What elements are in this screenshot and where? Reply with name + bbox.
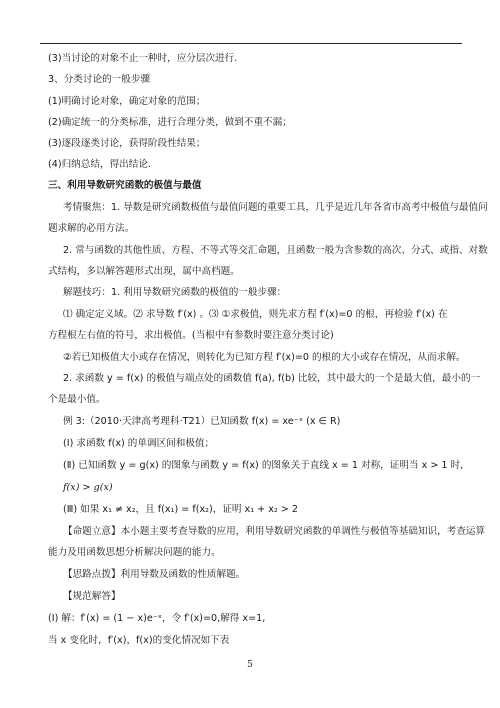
text-line: 【命题立意】本小题主要考查导数的应用，利用导数研究函数的单调性与极值等基础知识，考查运算	[63, 526, 486, 537]
text-line: 解题技巧：1. 利用导数研究函数的极值的一般步骤：	[63, 287, 287, 298]
text-line: (2)确定统一的分类标准，进行合理分类，做到不重不漏；	[48, 117, 292, 128]
text-line: (Ⅲ) 如果 x₁ ≠ x₂，且 f(x₁) = f(x₂)，证明 x₁ + x₂ > 2	[63, 504, 298, 515]
text-line: 能力及用函数思想分析解决问题的能力。	[48, 547, 221, 558]
text-line: (Ⅱ) 已知函数 y = g(x) 的图象与函数 y = f(x) 的图象关于直线 x = 1 对称，证明当 x > 1 时,	[63, 460, 464, 471]
text-line: 【思路点拨】利用导数及函数的性质解题。	[63, 569, 246, 580]
header-rule	[40, 43, 462, 44]
text-line: (Ⅰ) 求函数 f(x) 的单调区间和极值；	[63, 438, 215, 449]
section-heading: 三、利用导数研究函数的极值与最值	[48, 180, 202, 191]
text-line: 题求解的必用方法。	[48, 223, 135, 234]
text-line: 2. 求函数 y = f(x) 的极值与端点处的函数值 f(a), f(b) 比较，其中最大的一个是最大值，最小的一	[63, 373, 481, 384]
text-line: (1)明确讨论对象，确定对象的范围；	[48, 96, 206, 107]
text-line: ⑴ 确定定义域。⑵ 求导数 f′(x) 。⑶ ①求极值，则先求方程 f′(x)=0 的根，再检验 f′(x) 在	[63, 309, 448, 320]
text-line: (3)逐段逐类讨论，获得阶段性结果；	[48, 138, 206, 149]
text-line: (4)归纳总结，得出结论.	[48, 159, 151, 170]
text-line: 个是最小值。	[48, 394, 106, 405]
text-line: 当 x 变化时，f′(x)，f(x)的变化情况如下表	[48, 635, 230, 646]
formula-line: f(x) > g(x)	[63, 482, 113, 493]
text-line: 考情聚焦：1. 导数是研究函数极值与最值问题的重要工具，几乎是近几年各省市高考中极值与最值问	[63, 202, 488, 213]
text-line: (Ⅰ) 解：f′(x) = (1 − x)e⁻ˣ，令 f′(x)=0,解得 x=1,	[48, 613, 266, 624]
text-line: 3、分类讨论的一般步骤	[48, 74, 151, 85]
page-number: 5	[247, 660, 253, 670]
example-title: 例 3:（2010·天津高考理科·T21）已知函数 f(x) = xe⁻ˣ (x ∈ R)	[63, 416, 341, 427]
text-line: 式结构，多以解答题形式出现，属中高档题。	[48, 266, 240, 277]
text-line: 【规范解答】	[63, 591, 121, 602]
text-line: 方程根左右值的符号，求出极值。(当根中有参数时要注意分类讨论)	[48, 330, 334, 341]
text-line: 2. 常与函数的其他性质、方程、不等式等交汇命题，且函数一般为含参数的高次、分式、或指、对数	[63, 245, 488, 256]
text-line: (3)当讨论的对象不止一种时，应分层次进行.	[48, 53, 238, 64]
text-line: ②若已知极值大小或存在情况，则转化为已知方程 f′(x)=0 的根的大小或存在情况，从而求解。	[63, 352, 466, 363]
